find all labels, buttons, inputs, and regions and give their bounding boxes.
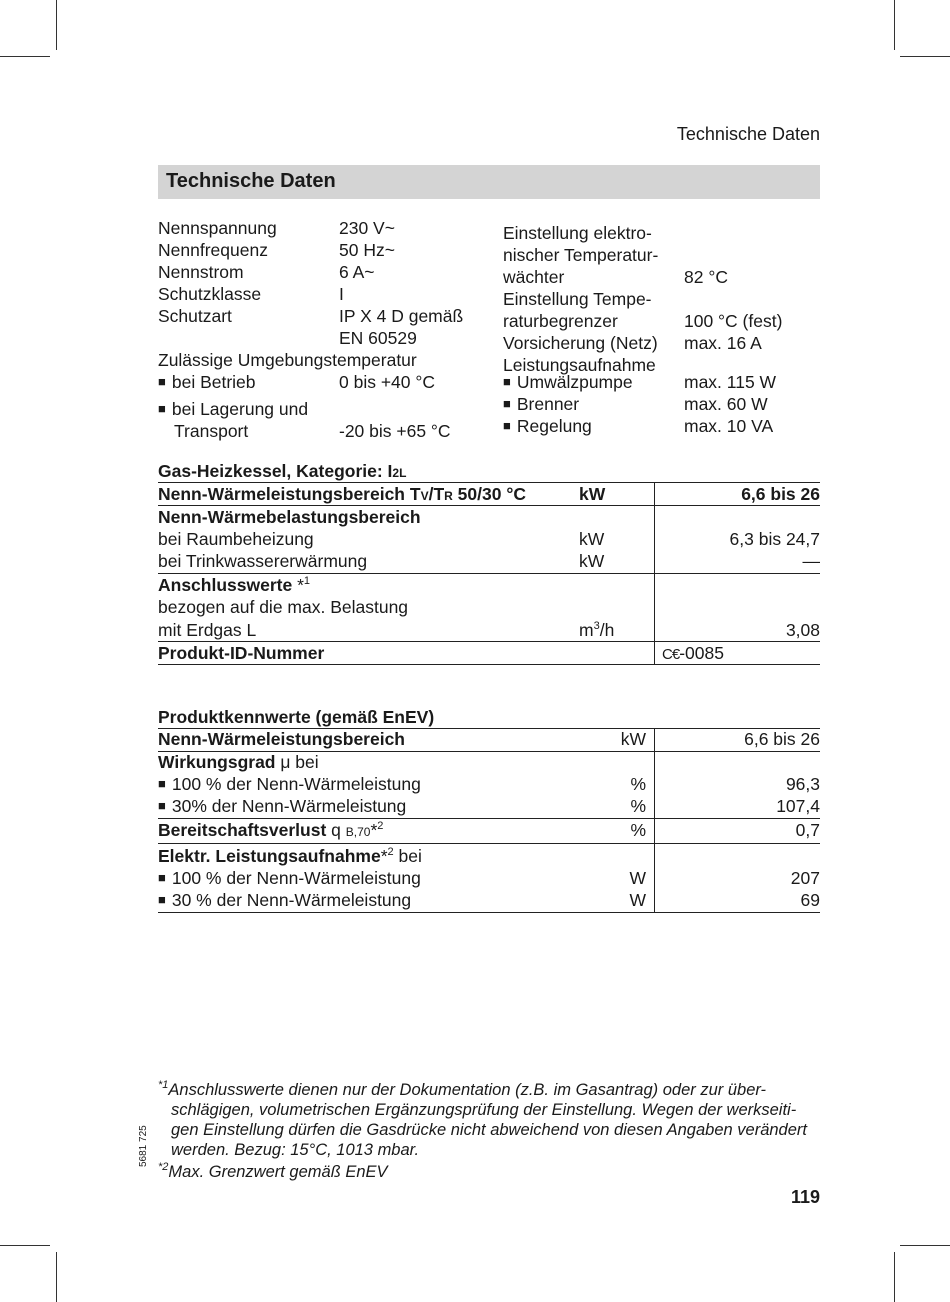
gas-row-heading	[158, 575, 310, 596]
enev-row-unit: W	[629, 890, 646, 910]
ambient-heading: Zulässige Umgebungstemperatur	[158, 350, 417, 370]
crop-mark	[56, 1252, 57, 1302]
control-text: Regelung	[516, 416, 592, 436]
gas-row-unit: kW	[579, 529, 605, 549]
pump-label	[503, 372, 633, 393]
gas-row-unit	[579, 620, 614, 641]
gas-r1-slash: /T	[428, 484, 445, 504]
power-heading: Leistungsaufnahme	[503, 355, 656, 375]
gas-r1-sub: V	[420, 489, 429, 503]
spec-label: Nennspannung	[158, 218, 277, 238]
footnote-star: *	[292, 575, 304, 595]
bullet-icon: ■	[158, 892, 166, 907]
spec-value: 230 V~	[339, 218, 395, 238]
gas-heading-sub: 2L	[392, 466, 407, 480]
enev-row-label: Nenn-Wärmeleistungsbereich	[158, 729, 405, 749]
section-title: Technische Daten	[166, 170, 336, 192]
footnote-ref: 2	[377, 820, 384, 832]
gas-row-value: 3,08	[785, 620, 820, 640]
enev-r3-text: Bereitschaftsverlust	[158, 820, 327, 840]
footnote-star: *	[380, 846, 388, 866]
crop-mark	[900, 56, 950, 57]
gas-r1-sub: R	[444, 489, 453, 503]
gas-row-label: bezogen auf die max. Belastung	[158, 597, 409, 617]
enev-row-unit: kW	[620, 729, 646, 749]
crop-mark	[900, 1245, 950, 1246]
unit-text: m	[579, 620, 594, 640]
bullet-icon: ■	[158, 776, 166, 791]
spec-label: Nennstrom	[158, 262, 244, 282]
spec-value: IP X 4 D gemäß	[339, 306, 464, 326]
footnote-1-line: schlägigen, volumetrischen Ergänzungsprüfung der Einstellung. Wegen der werkseiti-	[171, 1101, 797, 1119]
ambient-op-value: 0 bis +40 °C	[339, 372, 436, 392]
footnote-ref: 2	[387, 846, 394, 858]
bullet-icon: ■	[158, 870, 166, 885]
gas-row-unit: kW	[579, 484, 606, 504]
enev-r2-heading-rest: μ bei	[275, 752, 319, 772]
control-value: max. 10 VA	[684, 416, 774, 436]
ce-mark-icon: C€	[662, 646, 680, 663]
enev-row-unit: %	[630, 796, 646, 816]
spec-label: Nennfrequenz	[158, 240, 268, 260]
pump-value: max. 115 W	[684, 372, 777, 392]
ambient-op-label	[158, 372, 256, 393]
table-rule	[158, 664, 820, 665]
enev-row-label	[158, 868, 421, 889]
control-label	[503, 416, 592, 437]
footnote-2	[158, 1163, 388, 1182]
enev-r4-heading-text: Elektr. Leistungsaufnahme	[158, 846, 381, 866]
enev-row-label	[158, 820, 383, 841]
spec-value: I	[339, 284, 344, 304]
enev-row-unit: %	[630, 774, 646, 794]
crop-mark	[56, 0, 57, 50]
limiter-label: raturbegrenzer	[503, 311, 618, 331]
bullet-icon: ■	[158, 374, 166, 389]
ambient-storage-label-2: Transport	[174, 421, 249, 441]
enev-row-heading	[158, 846, 422, 867]
enev-row-label	[158, 774, 421, 795]
gas-row-value: 6,3 bis 24,7	[729, 529, 820, 549]
thermo-label: Einstellung elektro-	[503, 223, 652, 243]
burner-value: max. 60 W	[684, 394, 768, 414]
enev-row-value: 6,6 bis 26	[744, 729, 820, 749]
ce-number: -0085	[679, 643, 724, 663]
spec-label: Schutzklasse	[158, 284, 262, 304]
enev-row-heading	[158, 752, 319, 773]
page-number: 119	[790, 1187, 820, 1207]
enev-row-value: 107,4	[776, 796, 820, 816]
ambient-storage-value: -20 bis +65 °C	[339, 421, 451, 441]
crop-mark	[894, 0, 895, 50]
footnote-num: 1	[162, 1079, 169, 1091]
gas-heading-text: Gas-Heizkessel, Kategorie: I	[158, 461, 393, 481]
enev-r4a-text: 100 % der Nenn-Wärmeleistung	[171, 868, 421, 888]
footnote-num: 2	[162, 1161, 169, 1173]
gas-row-heading: Nenn-Wärmebelastungsbereich	[158, 507, 421, 527]
bullet-icon: ■	[158, 401, 166, 416]
table-rule	[158, 843, 820, 844]
enev-r4-rest: bei	[393, 846, 422, 866]
ambient-op-text: bei Betrieb	[171, 372, 256, 392]
gas-row-label: bei Raumbeheizung	[158, 529, 314, 549]
enev-row-unit: W	[629, 868, 646, 888]
ambient-storage-label	[158, 399, 308, 420]
limiter-label: Einstellung Tempe-	[503, 289, 652, 309]
gas-heading	[158, 461, 406, 482]
ambient-storage-text: bei Lagerung und	[171, 399, 309, 419]
thermo-label: nischer Temperatur-	[503, 245, 659, 265]
footnote-1-line: gen Einstellung dürfen die Gasdrücke nicht abweichend von diesen Angaben verändert	[171, 1121, 807, 1139]
enev-row-value: 0,7	[795, 820, 820, 840]
enev-row-label	[158, 890, 411, 911]
footnote-1-line: werden. Bezug: 15°C, 1013 mbar.	[171, 1141, 420, 1159]
spec-label: Schutzart	[158, 306, 232, 326]
gas-row-value: 6,6 bis 26	[741, 484, 820, 504]
enev-row-value: 69	[800, 890, 820, 910]
gas-row-label: bei Trinkwassererwärmung	[158, 551, 368, 571]
gas-row-value	[662, 643, 724, 664]
section-title-bar	[158, 165, 820, 199]
footnote-star: *	[370, 820, 378, 840]
running-header: Technische Daten	[676, 124, 820, 144]
footnote-1	[158, 1081, 766, 1100]
gas-row-value: —	[802, 551, 820, 571]
bullet-icon: ■	[503, 374, 511, 389]
bullet-icon: ■	[503, 396, 511, 411]
spec-value: 50 Hz~	[339, 240, 395, 260]
enev-row-value: 96,3	[785, 774, 820, 794]
footnote-star: *	[158, 1161, 163, 1173]
doc-number	[136, 1123, 152, 1167]
unit-text: /h	[599, 620, 615, 640]
spec-value: 6 A~	[339, 262, 375, 282]
enev-row-unit: %	[630, 820, 646, 840]
unit-sup: 3	[593, 620, 600, 632]
table-rule	[158, 573, 820, 574]
enev-r2a-text: 100 % der Nenn-Wärmeleistung	[171, 774, 421, 794]
crop-mark	[0, 56, 50, 57]
enev-r2-heading-text: Wirkungsgrad	[158, 752, 276, 772]
footnote-text: Anschlusswerte dienen nur der Dokumentation (z.B. im Gasantrag) oder zur über-	[168, 1081, 767, 1099]
gas-row-unit: kW	[579, 551, 605, 571]
fuse-value: max. 16 A	[684, 333, 762, 353]
footnote-ref: 1	[303, 575, 311, 587]
enev-r3-q: q	[326, 820, 346, 840]
enev-r4b-text: 30 % der Nenn-Wärmeleistung	[171, 890, 412, 910]
crop-mark	[0, 1245, 50, 1246]
table-divider	[654, 482, 655, 664]
spec-value: EN 60529	[339, 328, 417, 348]
crop-mark	[894, 1252, 895, 1302]
enev-r3-sub: B,70	[345, 825, 371, 839]
enev-heading: Produktkennwerte (gemäß EnEV)	[158, 707, 435, 727]
burner-label	[503, 394, 579, 415]
enev-r2b-text: 30% der Nenn-Wärmeleistung	[171, 796, 407, 816]
burner-text: Brenner	[516, 394, 580, 414]
gas-row-label: Produkt-ID-Nummer	[158, 643, 325, 663]
gas-row-label	[158, 484, 526, 505]
enev-row-label	[158, 796, 406, 817]
footnote-text: Max. Grenzwert gemäß EnEV	[168, 1163, 388, 1181]
fuse-label: Vorsicherung (Netz)	[503, 333, 658, 353]
doc-number-text: 5681 725	[138, 1125, 149, 1167]
table-rule	[158, 641, 820, 642]
footnote-star: *	[158, 1079, 163, 1091]
table-rule	[158, 482, 820, 483]
table-rule	[158, 818, 820, 819]
limiter-value: 100 °C (fest)	[684, 311, 783, 331]
gas-row-label: mit Erdgas L	[158, 620, 257, 640]
gas-r1-rest: 50/30 °C	[452, 484, 526, 504]
bullet-icon: ■	[503, 418, 511, 433]
gas-r1-text: Nenn-Wärmeleistungsbereich T	[158, 484, 421, 504]
gas-r3-heading-text: Anschlusswerte	[158, 575, 293, 595]
bullet-icon: ■	[158, 798, 166, 813]
pump-text: Umwälzpumpe	[516, 372, 633, 392]
table-divider	[654, 728, 655, 912]
table-rule	[158, 505, 820, 506]
thermo-label: wächter	[503, 267, 565, 287]
table-rule	[158, 912, 820, 913]
thermo-value: 82 °C	[684, 267, 728, 287]
enev-row-value: 207	[790, 868, 820, 888]
